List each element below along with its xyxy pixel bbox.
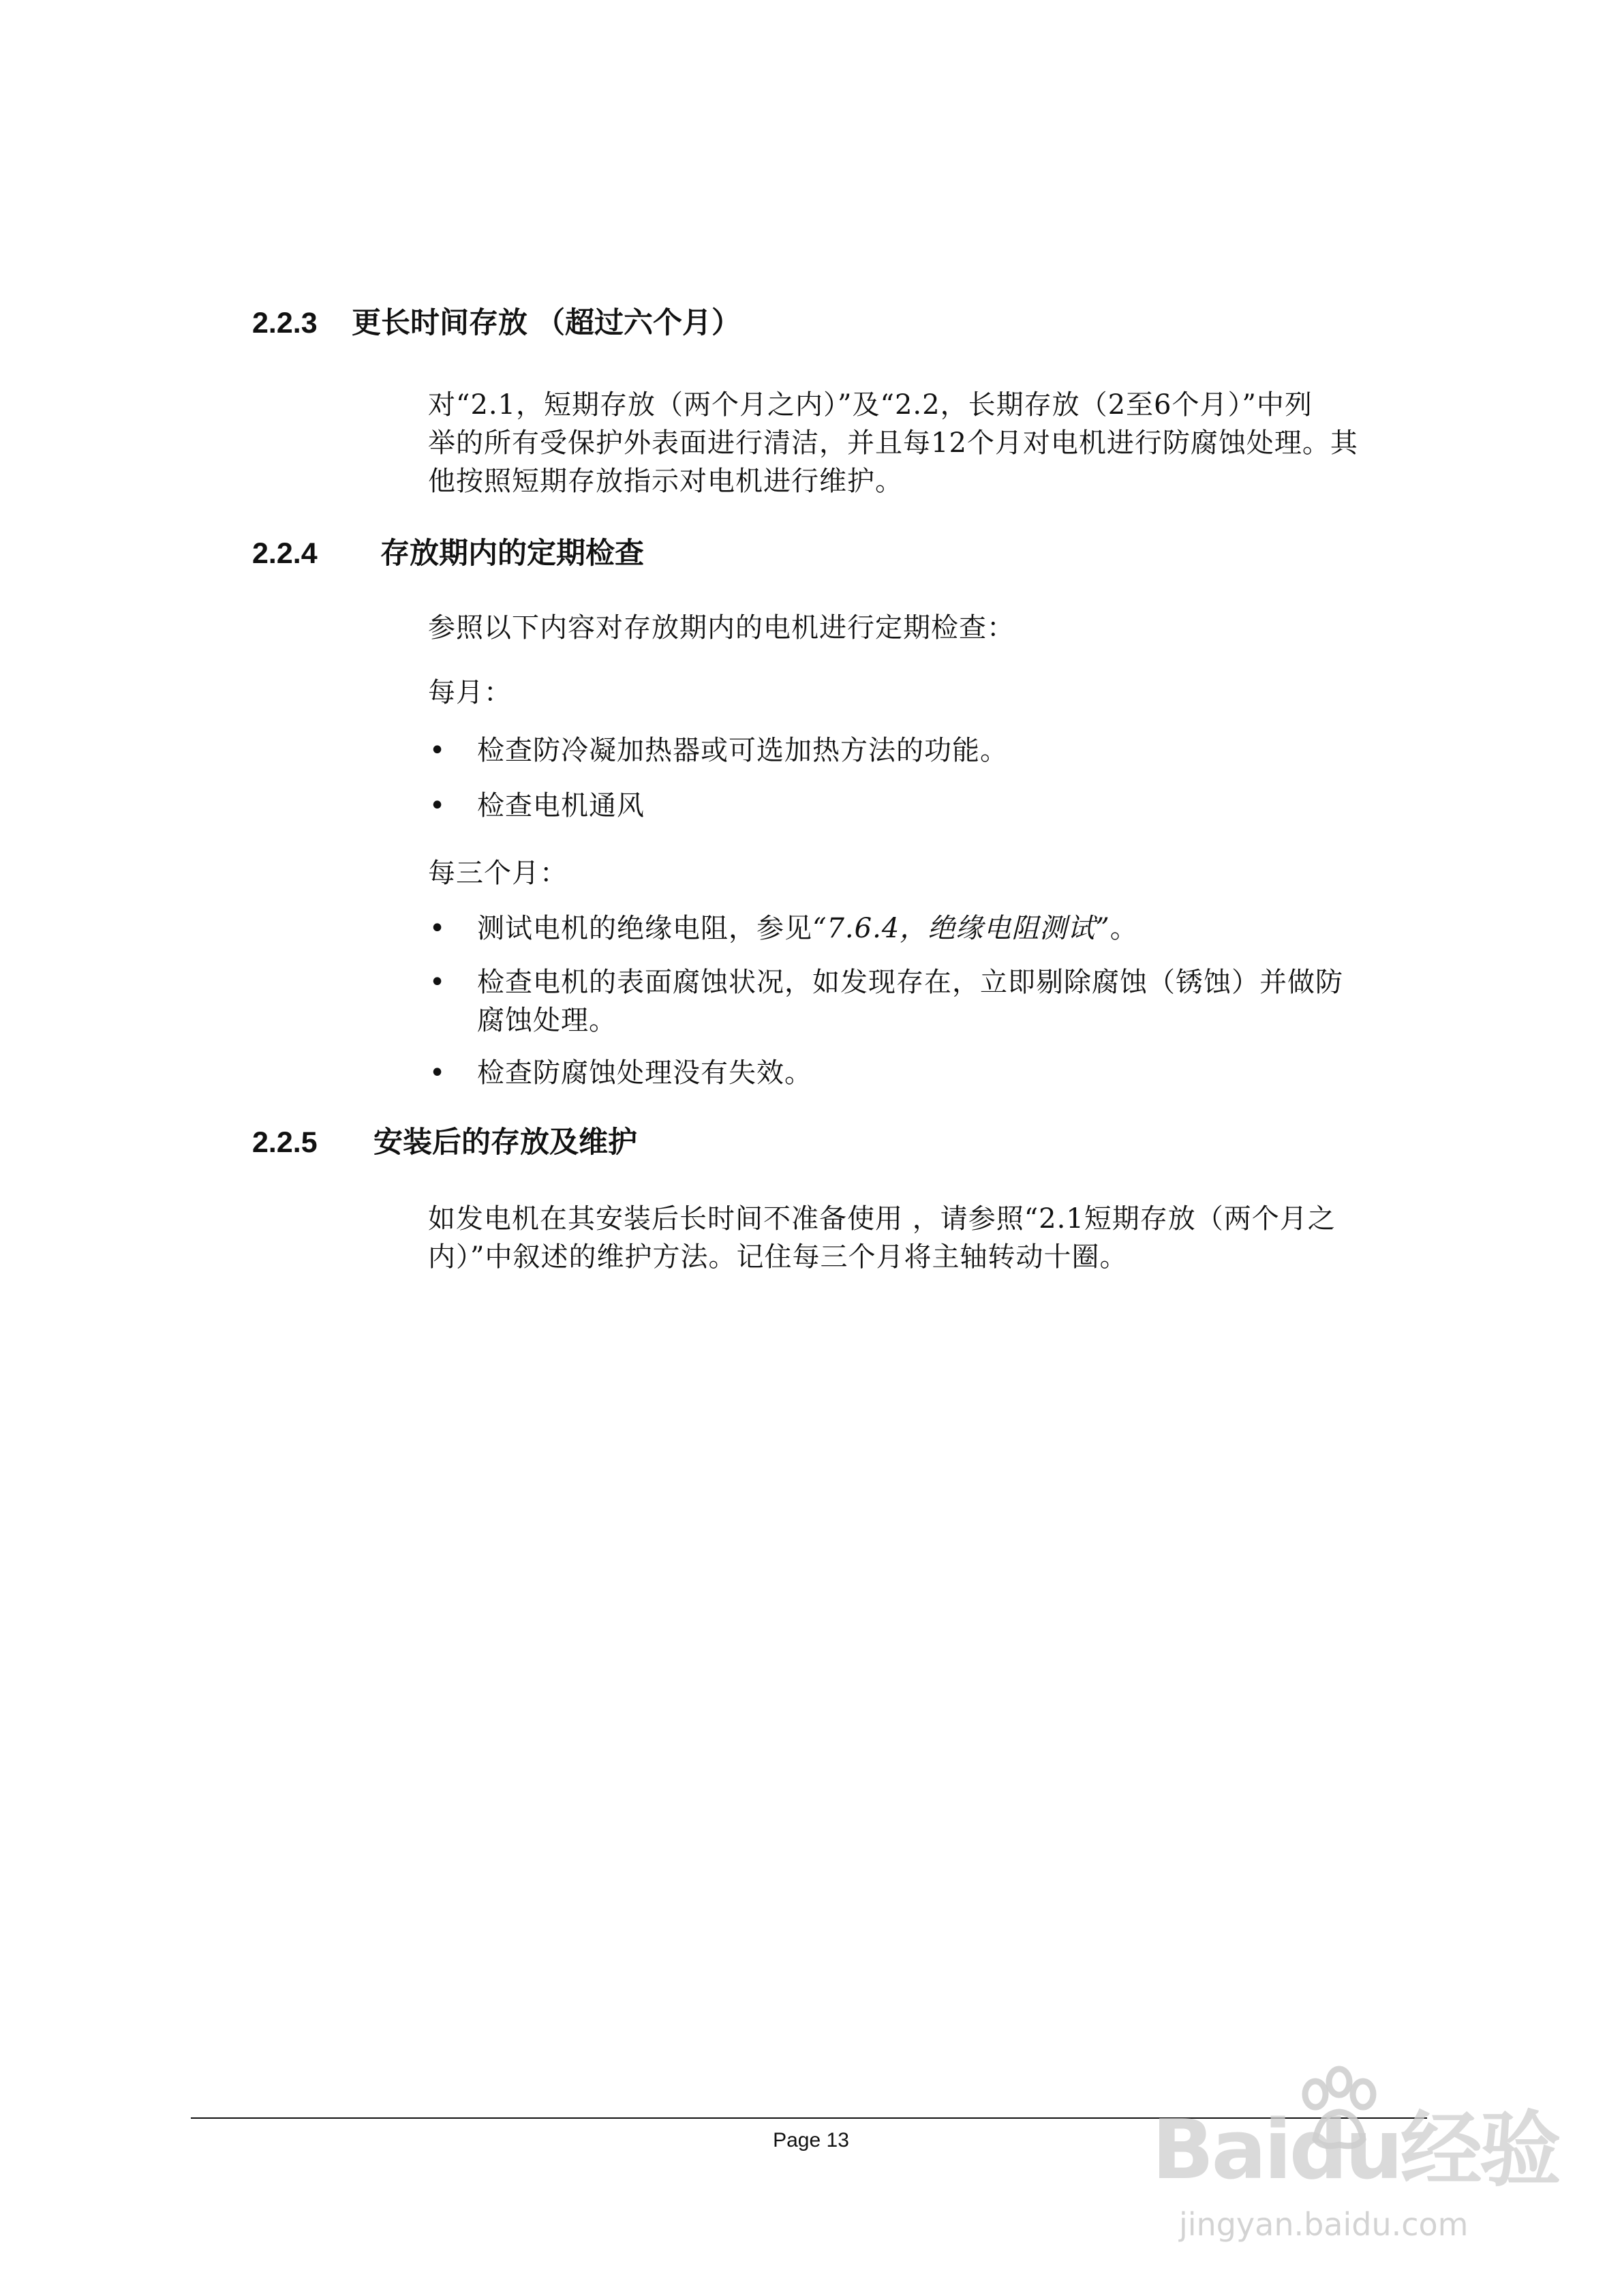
section-title: 存放期内的定期检查	[380, 537, 644, 570]
section-title: 更长时间存放 （超过六个月）	[352, 307, 741, 339]
paragraph-line: 对“2.1，短期存放（两个月之内）”及“2.2，长期存放（2至6个月）”中列	[428, 389, 1313, 421]
section-heading-2-2-4	[252, 536, 644, 571]
list-item-text	[477, 963, 1446, 1040]
watermark-brand: Baidu经验	[1152, 2103, 1559, 2198]
list-item-line: 腐蚀处理。	[477, 1005, 617, 1036]
section-heading-2-2-3	[252, 305, 741, 341]
paragraph-line: 举的所有受保护外表面进行清洁，并且每12个月对电机进行防腐蚀处理。其	[428, 427, 1358, 459]
section-paragraph-2-2-5	[428, 1200, 1437, 1276]
baidu-watermark	[1152, 2059, 1559, 2263]
paragraph-line: 内）”中叙述的维护方法。记住每三个月将主轴转动十圈。	[428, 1241, 1128, 1273]
bullet-icon: •	[429, 1057, 446, 1089]
list-item	[424, 963, 1446, 1040]
paragraph-line: 如发电机在其安装后长时间不准备使用 ，请参照“2.1短期存放（两个月之	[428, 1203, 1336, 1235]
watermark-url: jingyan.baidu.com	[1179, 2206, 1469, 2243]
cross-reference: “7.6.4，绝缘电阻测试”	[812, 913, 1110, 944]
section-title: 安装后的存放及维护	[373, 1126, 637, 1159]
quarterly-label: 每三个月：	[428, 858, 568, 889]
list-item-line: 检查电机的表面腐蚀状况，如发现存在，立即剔除腐蚀（锈蚀）并做防	[477, 967, 1343, 998]
section-paragraph-2-2-3	[428, 386, 1437, 500]
list-item-text: 检查电机通风	[477, 790, 645, 821]
bullet-icon: •	[429, 967, 446, 998]
list-item-text: 检查防冷凝加热器或可选加热方法的功能。	[477, 735, 1008, 766]
list-item-text	[477, 909, 1446, 948]
bullet-icon: •	[429, 790, 446, 821]
list-item-text-suffix: 。	[1110, 913, 1138, 944]
section-number: 2.2.4	[252, 537, 318, 570]
list-item	[424, 1054, 1446, 1092]
list-item-text: 检查防腐蚀处理没有失效。	[477, 1057, 812, 1089]
section-intro: 参照以下内容对存放期内的电机进行定期检查：	[428, 612, 1015, 644]
section-number: 2.2.3	[252, 307, 318, 339]
bullet-icon: •	[429, 735, 446, 766]
list-item	[424, 787, 1446, 825]
monthly-label: 每月：	[428, 677, 512, 708]
page-number: Page 13	[773, 2129, 849, 2151]
section-number: 2.2.5	[252, 1126, 318, 1159]
section-heading-2-2-5	[252, 1125, 637, 1160]
list-item	[424, 731, 1446, 770]
paragraph-line: 他按照短期存放指示对电机进行维护。	[428, 466, 903, 497]
list-item-text-prefix: 测试电机的绝缘电阻，参见	[477, 913, 812, 944]
bullet-icon: •	[429, 913, 446, 944]
list-item	[424, 909, 1446, 948]
